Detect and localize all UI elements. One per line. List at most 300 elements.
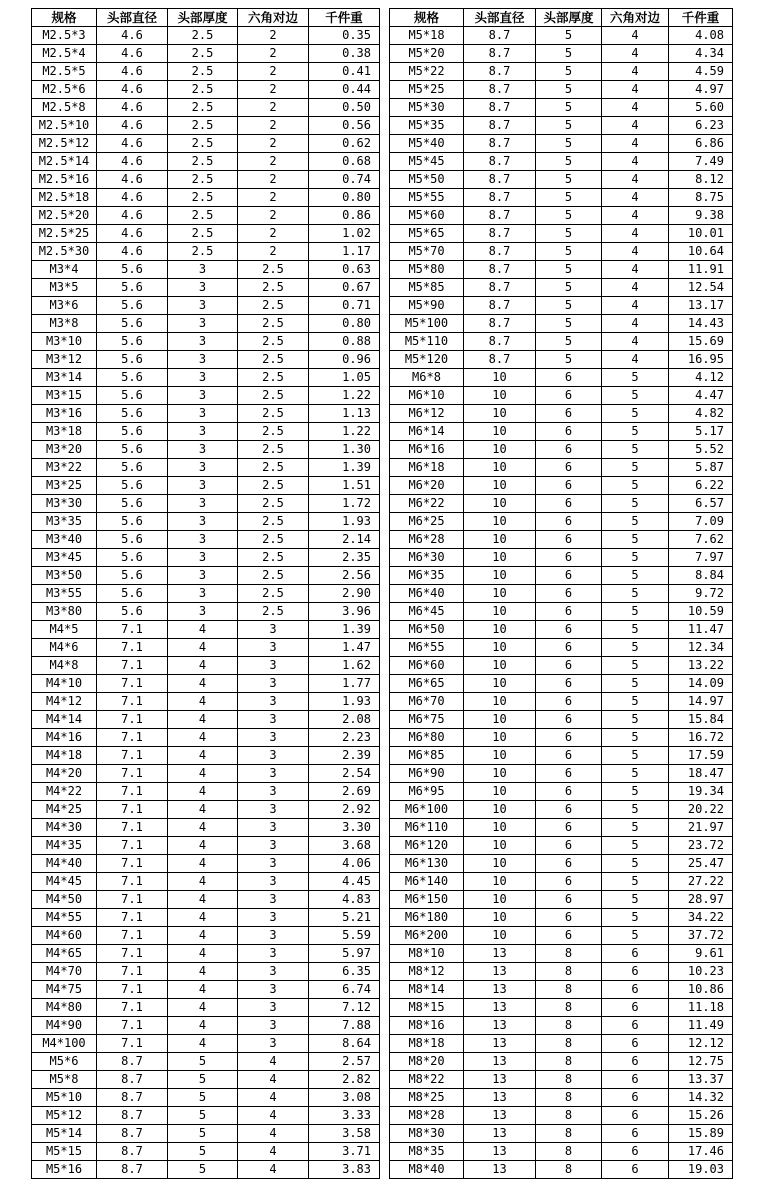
cell-head-thickness: 6 (536, 891, 602, 909)
cell-weight: 10.59 (669, 603, 733, 621)
cell-weight: 12.34 (669, 639, 733, 657)
cell-hex-across-flats: 5 (602, 927, 669, 945)
cell-weight: 34.22 (669, 909, 733, 927)
cell-head-thickness: 6 (536, 675, 602, 693)
table-row (32, 153, 380, 171)
table-body-left (32, 27, 380, 1179)
cell-head-thickness: 4 (168, 963, 238, 981)
table-row (390, 459, 733, 477)
table-row (390, 333, 733, 351)
table-row (32, 81, 380, 99)
table-row (390, 567, 733, 585)
cell-spec: M4*60 (32, 927, 97, 945)
table-row (32, 765, 380, 783)
cell-head-thickness: 6 (536, 765, 602, 783)
table-row (32, 693, 380, 711)
cell-head-diameter: 5.6 (97, 369, 168, 387)
cell-hex-across-flats: 2.5 (238, 423, 309, 441)
table-row (390, 297, 733, 315)
table-row (32, 1125, 380, 1143)
cell-weight: 8.84 (669, 567, 733, 585)
cell-weight: 7.49 (669, 153, 733, 171)
cell-weight: 4.82 (669, 405, 733, 423)
cell-hex-across-flats: 3 (238, 837, 309, 855)
table-row (32, 783, 380, 801)
cell-head-thickness: 4 (168, 693, 238, 711)
cell-head-diameter: 7.1 (97, 783, 168, 801)
cell-head-thickness: 3 (168, 279, 238, 297)
cell-spec: M5*85 (390, 279, 464, 297)
table-row (32, 855, 380, 873)
cell-spec: M2.5*4 (32, 45, 97, 63)
cell-weight: 0.88 (309, 333, 380, 351)
cell-head-thickness: 6 (536, 441, 602, 459)
cell-head-thickness: 4 (168, 801, 238, 819)
table-row (390, 405, 733, 423)
cell-spec: M5*100 (390, 315, 464, 333)
cell-weight: 1.62 (309, 657, 380, 675)
cell-weight: 1.72 (309, 495, 380, 513)
table-row (32, 891, 380, 909)
cell-head-thickness: 3 (168, 351, 238, 369)
cell-hex-across-flats: 4 (238, 1143, 309, 1161)
table-row (32, 1017, 380, 1035)
cell-hex-across-flats: 2.5 (238, 261, 309, 279)
table-row (32, 1035, 380, 1053)
cell-head-thickness: 6 (536, 621, 602, 639)
cell-head-thickness: 3 (168, 297, 238, 315)
cell-weight: 2.54 (309, 765, 380, 783)
cell-head-diameter: 5.6 (97, 585, 168, 603)
cell-weight: 16.95 (669, 351, 733, 369)
cell-spec: M2.5*8 (32, 99, 97, 117)
cell-head-thickness: 8 (536, 1161, 602, 1179)
cell-head-thickness: 6 (536, 405, 602, 423)
table-row (32, 135, 380, 153)
cell-hex-across-flats: 2.5 (238, 603, 309, 621)
cell-hex-across-flats: 3 (238, 927, 309, 945)
table-row (32, 711, 380, 729)
cell-hex-across-flats: 3 (238, 945, 309, 963)
cell-spec: M5*15 (32, 1143, 97, 1161)
cell-hex-across-flats: 4 (602, 117, 669, 135)
cell-spec: M4*5 (32, 621, 97, 639)
cell-hex-across-flats: 5 (602, 657, 669, 675)
cell-weight: 13.17 (669, 297, 733, 315)
cell-head-thickness: 2.5 (168, 243, 238, 261)
cell-hex-across-flats: 5 (602, 603, 669, 621)
cell-weight: 19.34 (669, 783, 733, 801)
cell-weight: 5.87 (669, 459, 733, 477)
table-row (32, 297, 380, 315)
cell-weight: 6.57 (669, 495, 733, 513)
cell-weight: 6.35 (309, 963, 380, 981)
cell-hex-across-flats: 5 (602, 765, 669, 783)
cell-weight: 4.97 (669, 81, 733, 99)
table-row (390, 153, 733, 171)
cell-hex-across-flats: 3 (238, 675, 309, 693)
cell-weight: 2.23 (309, 729, 380, 747)
cell-head-thickness: 2.5 (168, 99, 238, 117)
cell-hex-across-flats: 2.5 (238, 405, 309, 423)
cell-head-diameter: 8.7 (464, 99, 536, 117)
cell-head-thickness: 2.5 (168, 63, 238, 81)
cell-head-thickness: 3 (168, 477, 238, 495)
cell-spec: M3*40 (32, 531, 97, 549)
cell-spec: M6*10 (390, 387, 464, 405)
cell-hex-across-flats: 4 (602, 99, 669, 117)
cell-spec: M6*16 (390, 441, 464, 459)
table-row (390, 531, 733, 549)
cell-hex-across-flats: 2.5 (238, 477, 309, 495)
cell-weight: 1.05 (309, 369, 380, 387)
cell-head-thickness: 8 (536, 1017, 602, 1035)
table-row (390, 1125, 733, 1143)
cell-spec: M5*12 (32, 1107, 97, 1125)
cell-spec: M4*8 (32, 657, 97, 675)
cell-spec: M2.5*5 (32, 63, 97, 81)
table-row (390, 1017, 733, 1035)
cell-head-thickness: 3 (168, 495, 238, 513)
cell-hex-across-flats: 5 (602, 855, 669, 873)
cell-head-diameter: 10 (464, 765, 536, 783)
table-row (390, 135, 733, 153)
cell-head-thickness: 6 (536, 639, 602, 657)
cell-weight: 25.47 (669, 855, 733, 873)
cell-weight: 20.22 (669, 801, 733, 819)
cell-head-thickness: 4 (168, 711, 238, 729)
cell-head-thickness: 6 (536, 603, 602, 621)
cell-hex-across-flats: 2 (238, 189, 309, 207)
cell-head-diameter: 5.6 (97, 261, 168, 279)
cell-head-thickness: 4 (168, 927, 238, 945)
cell-head-diameter: 13 (464, 945, 536, 963)
cell-spec: M3*80 (32, 603, 97, 621)
cell-head-thickness: 2.5 (168, 27, 238, 45)
cell-hex-across-flats: 4 (602, 189, 669, 207)
cell-weight: 7.62 (669, 531, 733, 549)
cell-head-thickness: 2.5 (168, 81, 238, 99)
cell-head-diameter: 4.6 (97, 117, 168, 135)
table-row (32, 189, 380, 207)
cell-hex-across-flats: 3 (238, 765, 309, 783)
cell-weight: 10.86 (669, 981, 733, 999)
cell-head-diameter: 10 (464, 819, 536, 837)
table-row (390, 45, 733, 63)
cell-spec: M5*70 (390, 243, 464, 261)
table-row (32, 837, 380, 855)
table-row (32, 63, 380, 81)
cell-hex-across-flats: 3 (238, 819, 309, 837)
table-row (32, 477, 380, 495)
cell-weight: 12.12 (669, 1035, 733, 1053)
table-row (390, 981, 733, 999)
cell-head-thickness: 4 (168, 999, 238, 1017)
cell-spec: M5*30 (390, 99, 464, 117)
table-row (390, 1071, 733, 1089)
cell-hex-across-flats: 6 (602, 999, 669, 1017)
cell-spec: M6*60 (390, 657, 464, 675)
cell-head-diameter: 10 (464, 459, 536, 477)
table-row (390, 837, 733, 855)
table-row (390, 369, 733, 387)
cell-head-thickness: 3 (168, 369, 238, 387)
spec-table-right (389, 8, 733, 1179)
cell-weight: 1.93 (309, 693, 380, 711)
cell-head-diameter: 7.1 (97, 981, 168, 999)
cell-hex-across-flats: 2.5 (238, 495, 309, 513)
cell-head-diameter: 5.6 (97, 387, 168, 405)
table-row (32, 45, 380, 63)
table-row (390, 675, 733, 693)
cell-spec: M3*25 (32, 477, 97, 495)
cell-head-thickness: 5 (536, 225, 602, 243)
cell-spec: M8*18 (390, 1035, 464, 1053)
cell-weight: 10.64 (669, 243, 733, 261)
cell-weight: 2.92 (309, 801, 380, 819)
cell-spec: M5*25 (390, 81, 464, 99)
header-weight-per-thousand: 千件重 (309, 9, 380, 27)
cell-head-thickness: 6 (536, 477, 602, 495)
table-row (390, 873, 733, 891)
table-row (32, 567, 380, 585)
cell-head-diameter: 4.6 (97, 135, 168, 153)
cell-head-thickness: 5 (168, 1125, 238, 1143)
cell-head-thickness: 4 (168, 729, 238, 747)
table-row (32, 369, 380, 387)
cell-head-thickness: 6 (536, 513, 602, 531)
table-row (32, 639, 380, 657)
cell-hex-across-flats: 4 (238, 1089, 309, 1107)
cell-spec: M8*15 (390, 999, 464, 1017)
cell-head-diameter: 10 (464, 639, 536, 657)
cell-head-diameter: 13 (464, 1161, 536, 1179)
cell-head-diameter: 4.6 (97, 81, 168, 99)
table-row (390, 963, 733, 981)
cell-weight: 15.26 (669, 1107, 733, 1125)
cell-hex-across-flats: 3 (238, 783, 309, 801)
cell-weight: 0.71 (309, 297, 380, 315)
cell-weight: 1.22 (309, 423, 380, 441)
cell-hex-across-flats: 5 (602, 549, 669, 567)
cell-hex-across-flats: 6 (602, 981, 669, 999)
cell-weight: 4.47 (669, 387, 733, 405)
cell-weight: 2.90 (309, 585, 380, 603)
header-hex-across-flats: 六角对边 (238, 9, 309, 27)
cell-hex-across-flats: 4 (602, 243, 669, 261)
cell-head-thickness: 3 (168, 441, 238, 459)
cell-weight: 3.68 (309, 837, 380, 855)
cell-spec: M4*16 (32, 729, 97, 747)
table-row (32, 495, 380, 513)
cell-weight: 3.30 (309, 819, 380, 837)
cell-hex-across-flats: 3 (238, 639, 309, 657)
cell-weight: 2.56 (309, 567, 380, 585)
cell-spec: M6*75 (390, 711, 464, 729)
cell-hex-across-flats: 4 (238, 1071, 309, 1089)
cell-weight: 2.35 (309, 549, 380, 567)
cell-head-thickness: 6 (536, 387, 602, 405)
cell-hex-across-flats: 3 (238, 801, 309, 819)
cell-head-diameter: 5.6 (97, 315, 168, 333)
cell-weight: 12.75 (669, 1053, 733, 1071)
cell-hex-across-flats: 2.5 (238, 513, 309, 531)
cell-weight: 3.58 (309, 1125, 380, 1143)
cell-head-diameter: 4.6 (97, 63, 168, 81)
cell-spec: M6*22 (390, 495, 464, 513)
header-head-thickness: 头部厚度 (536, 9, 602, 27)
cell-hex-across-flats: 6 (602, 963, 669, 981)
table-row (390, 549, 733, 567)
cell-head-thickness: 5 (536, 99, 602, 117)
cell-spec: M6*30 (390, 549, 464, 567)
table-row (390, 189, 733, 207)
cell-weight: 7.97 (669, 549, 733, 567)
cell-head-diameter: 10 (464, 603, 536, 621)
cell-spec: M3*45 (32, 549, 97, 567)
cell-head-thickness: 4 (168, 1017, 238, 1035)
table-row (32, 315, 380, 333)
table-row (390, 1035, 733, 1053)
table-row (390, 621, 733, 639)
cell-spec: M4*30 (32, 819, 97, 837)
table-row (32, 387, 380, 405)
cell-weight: 11.47 (669, 621, 733, 639)
table-row (32, 351, 380, 369)
table-row (390, 747, 733, 765)
cell-hex-across-flats: 5 (602, 747, 669, 765)
cell-head-thickness: 6 (536, 747, 602, 765)
cell-head-thickness: 5 (536, 171, 602, 189)
cell-head-diameter: 7.1 (97, 945, 168, 963)
cell-hex-across-flats: 2.5 (238, 351, 309, 369)
cell-head-thickness: 8 (536, 963, 602, 981)
cell-head-thickness: 8 (536, 945, 602, 963)
cell-head-thickness: 6 (536, 459, 602, 477)
cell-head-thickness: 3 (168, 423, 238, 441)
cell-head-thickness: 4 (168, 747, 238, 765)
cell-head-diameter: 10 (464, 891, 536, 909)
cell-spec: M5*14 (32, 1125, 97, 1143)
cell-spec: M3*30 (32, 495, 97, 513)
header-head-diameter: 头部直径 (97, 9, 168, 27)
cell-head-thickness: 3 (168, 387, 238, 405)
table-row (32, 603, 380, 621)
cell-head-diameter: 7.1 (97, 891, 168, 909)
cell-spec: M6*70 (390, 693, 464, 711)
cell-head-thickness: 6 (536, 783, 602, 801)
cell-spec: M6*45 (390, 603, 464, 621)
cell-hex-across-flats: 4 (602, 171, 669, 189)
cell-spec: M4*100 (32, 1035, 97, 1053)
cell-spec: M5*35 (390, 117, 464, 135)
cell-head-diameter: 8.7 (464, 333, 536, 351)
cell-weight: 14.09 (669, 675, 733, 693)
cell-spec: M4*22 (32, 783, 97, 801)
cell-hex-across-flats: 6 (602, 1161, 669, 1179)
cell-spec: M5*10 (32, 1089, 97, 1107)
cell-head-thickness: 5 (168, 1107, 238, 1125)
cell-spec: M6*90 (390, 765, 464, 783)
cell-weight: 1.17 (309, 243, 380, 261)
table-row (390, 999, 733, 1017)
cell-hex-across-flats: 6 (602, 1125, 669, 1143)
table-row (390, 1143, 733, 1161)
cell-weight: 1.77 (309, 675, 380, 693)
cell-spec: M5*120 (390, 351, 464, 369)
cell-weight: 3.96 (309, 603, 380, 621)
cell-weight: 27.22 (669, 873, 733, 891)
cell-hex-across-flats: 3 (238, 729, 309, 747)
cell-head-thickness: 2.5 (168, 135, 238, 153)
table-row (390, 1053, 733, 1071)
cell-weight: 0.74 (309, 171, 380, 189)
cell-head-diameter: 8.7 (464, 261, 536, 279)
table-row (32, 207, 380, 225)
cell-hex-across-flats: 5 (602, 423, 669, 441)
cell-weight: 4.06 (309, 855, 380, 873)
cell-spec: M2.5*25 (32, 225, 97, 243)
cell-hex-across-flats: 5 (602, 369, 669, 387)
table-row (32, 513, 380, 531)
header-head-thickness: 头部厚度 (168, 9, 238, 27)
cell-head-thickness: 3 (168, 333, 238, 351)
cell-hex-across-flats: 2.5 (238, 315, 309, 333)
cell-hex-across-flats: 3 (238, 621, 309, 639)
cell-weight: 10.01 (669, 225, 733, 243)
cell-spec: M2.5*16 (32, 171, 97, 189)
cell-head-diameter: 4.6 (97, 99, 168, 117)
cell-head-diameter: 5.6 (97, 333, 168, 351)
cell-hex-across-flats: 5 (602, 819, 669, 837)
cell-head-thickness: 6 (536, 423, 602, 441)
cell-spec: M8*28 (390, 1107, 464, 1125)
cell-head-diameter: 4.6 (97, 171, 168, 189)
cell-spec: M6*55 (390, 639, 464, 657)
cell-spec: M8*35 (390, 1143, 464, 1161)
table-row (390, 639, 733, 657)
table-row (32, 621, 380, 639)
table-row (32, 981, 380, 999)
cell-weight: 0.35 (309, 27, 380, 45)
cell-head-diameter: 8.7 (464, 207, 536, 225)
header-hex-across-flats: 六角对边 (602, 9, 669, 27)
cell-head-diameter: 7.1 (97, 855, 168, 873)
table-row (390, 225, 733, 243)
cell-hex-across-flats: 6 (602, 945, 669, 963)
cell-weight: 5.97 (309, 945, 380, 963)
cell-hex-across-flats: 2 (238, 117, 309, 135)
cell-spec: M6*140 (390, 873, 464, 891)
cell-weight: 1.22 (309, 387, 380, 405)
cell-spec: M6*85 (390, 747, 464, 765)
cell-head-diameter: 8.7 (97, 1107, 168, 1125)
cell-weight: 0.38 (309, 45, 380, 63)
cell-weight: 23.72 (669, 837, 733, 855)
cell-head-diameter: 13 (464, 1071, 536, 1089)
cell-head-diameter: 13 (464, 1107, 536, 1125)
cell-weight: 0.56 (309, 117, 380, 135)
cell-hex-across-flats: 4 (602, 333, 669, 351)
cell-hex-across-flats: 6 (602, 1143, 669, 1161)
table-row (32, 801, 380, 819)
cell-spec: M3*6 (32, 297, 97, 315)
cell-hex-across-flats: 3 (238, 1035, 309, 1053)
cell-head-thickness: 3 (168, 567, 238, 585)
cell-hex-across-flats: 2 (238, 171, 309, 189)
cell-spec: M5*65 (390, 225, 464, 243)
cell-head-diameter: 10 (464, 621, 536, 639)
